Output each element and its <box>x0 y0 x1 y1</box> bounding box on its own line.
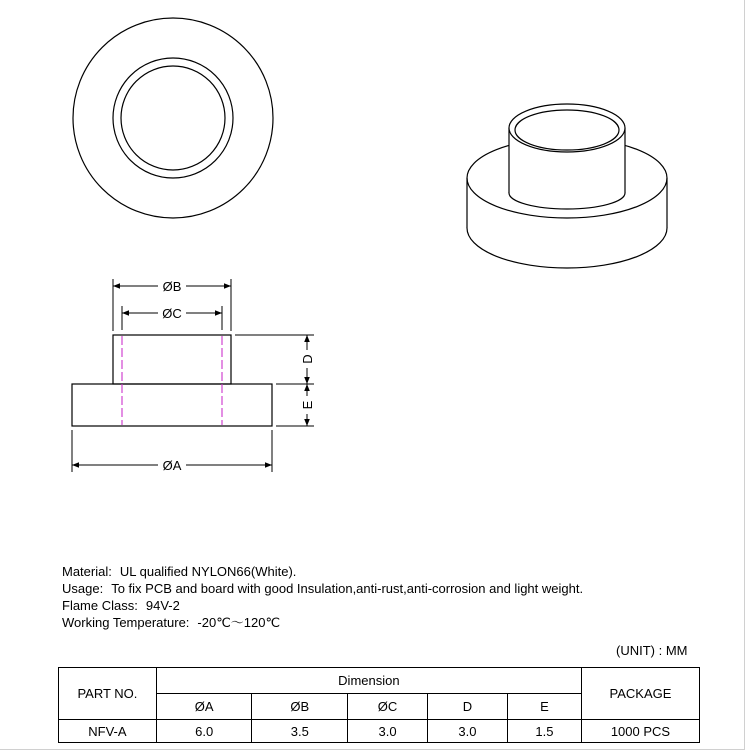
spec-temperature-value: -20℃～120℃ <box>197 615 281 630</box>
side-view <box>72 279 315 473</box>
spec-flame-class-key: Flame Class: <box>62 598 138 613</box>
sleeve-profile <box>113 335 231 384</box>
dim-b-label: ØB <box>162 279 182 294</box>
spec-working-temperature <box>62 614 280 631</box>
column-header-b: ØB <box>252 694 348 720</box>
column-header-c: ØC <box>348 694 428 720</box>
cell-part-no: NFV-A <box>59 720 157 743</box>
dim-e-label: E <box>300 400 315 410</box>
dimension-table <box>58 667 700 743</box>
bore-circle <box>121 66 225 170</box>
spec-usage <box>62 580 583 597</box>
dim-d-label: D <box>300 354 315 364</box>
header-package: PACKAGE <box>581 668 699 720</box>
sleeve-outer-circle <box>113 58 233 178</box>
cell-c: 3.0 <box>348 720 428 743</box>
spec-temperature-key: Working Temperature: <box>62 615 190 630</box>
cell-b: 3.5 <box>252 720 348 743</box>
spec-usage-value: To fix PCB and board with good Insulation,anti-rust,anti-corrosion and light weight. <box>111 581 584 596</box>
column-header-e: E <box>507 694 581 720</box>
spec-usage-key: Usage: <box>62 581 104 596</box>
outer-flange-circle <box>73 18 273 218</box>
cell-a: 6.0 <box>156 720 252 743</box>
unit-label: (UNIT) : MM <box>616 643 688 658</box>
spec-material-key: Material: <box>62 564 112 579</box>
header-part-no: PART NO. <box>59 668 157 720</box>
header-dimension: Dimension <box>156 668 581 694</box>
dim-c-label: ØC <box>162 306 182 321</box>
column-header-a: ØA <box>156 694 252 720</box>
dim-a-label: ØA <box>162 458 182 473</box>
top-view <box>73 18 273 218</box>
cell-d: 3.0 <box>428 720 508 743</box>
table-row <box>59 720 700 743</box>
cell-package: 1000 PCS <box>581 720 699 743</box>
spec-flame-class <box>62 597 180 614</box>
spec-material-value: UL qualified NYLON66(White). <box>119 564 297 579</box>
column-header-d: D <box>428 694 508 720</box>
spec-flame-class-value: 94V-2 <box>145 598 180 613</box>
flange-profile <box>72 384 272 426</box>
sleeve-top-ellipse <box>509 104 625 152</box>
isometric-view <box>467 104 667 268</box>
cell-e: 1.5 <box>507 720 581 743</box>
spec-material <box>62 563 296 580</box>
